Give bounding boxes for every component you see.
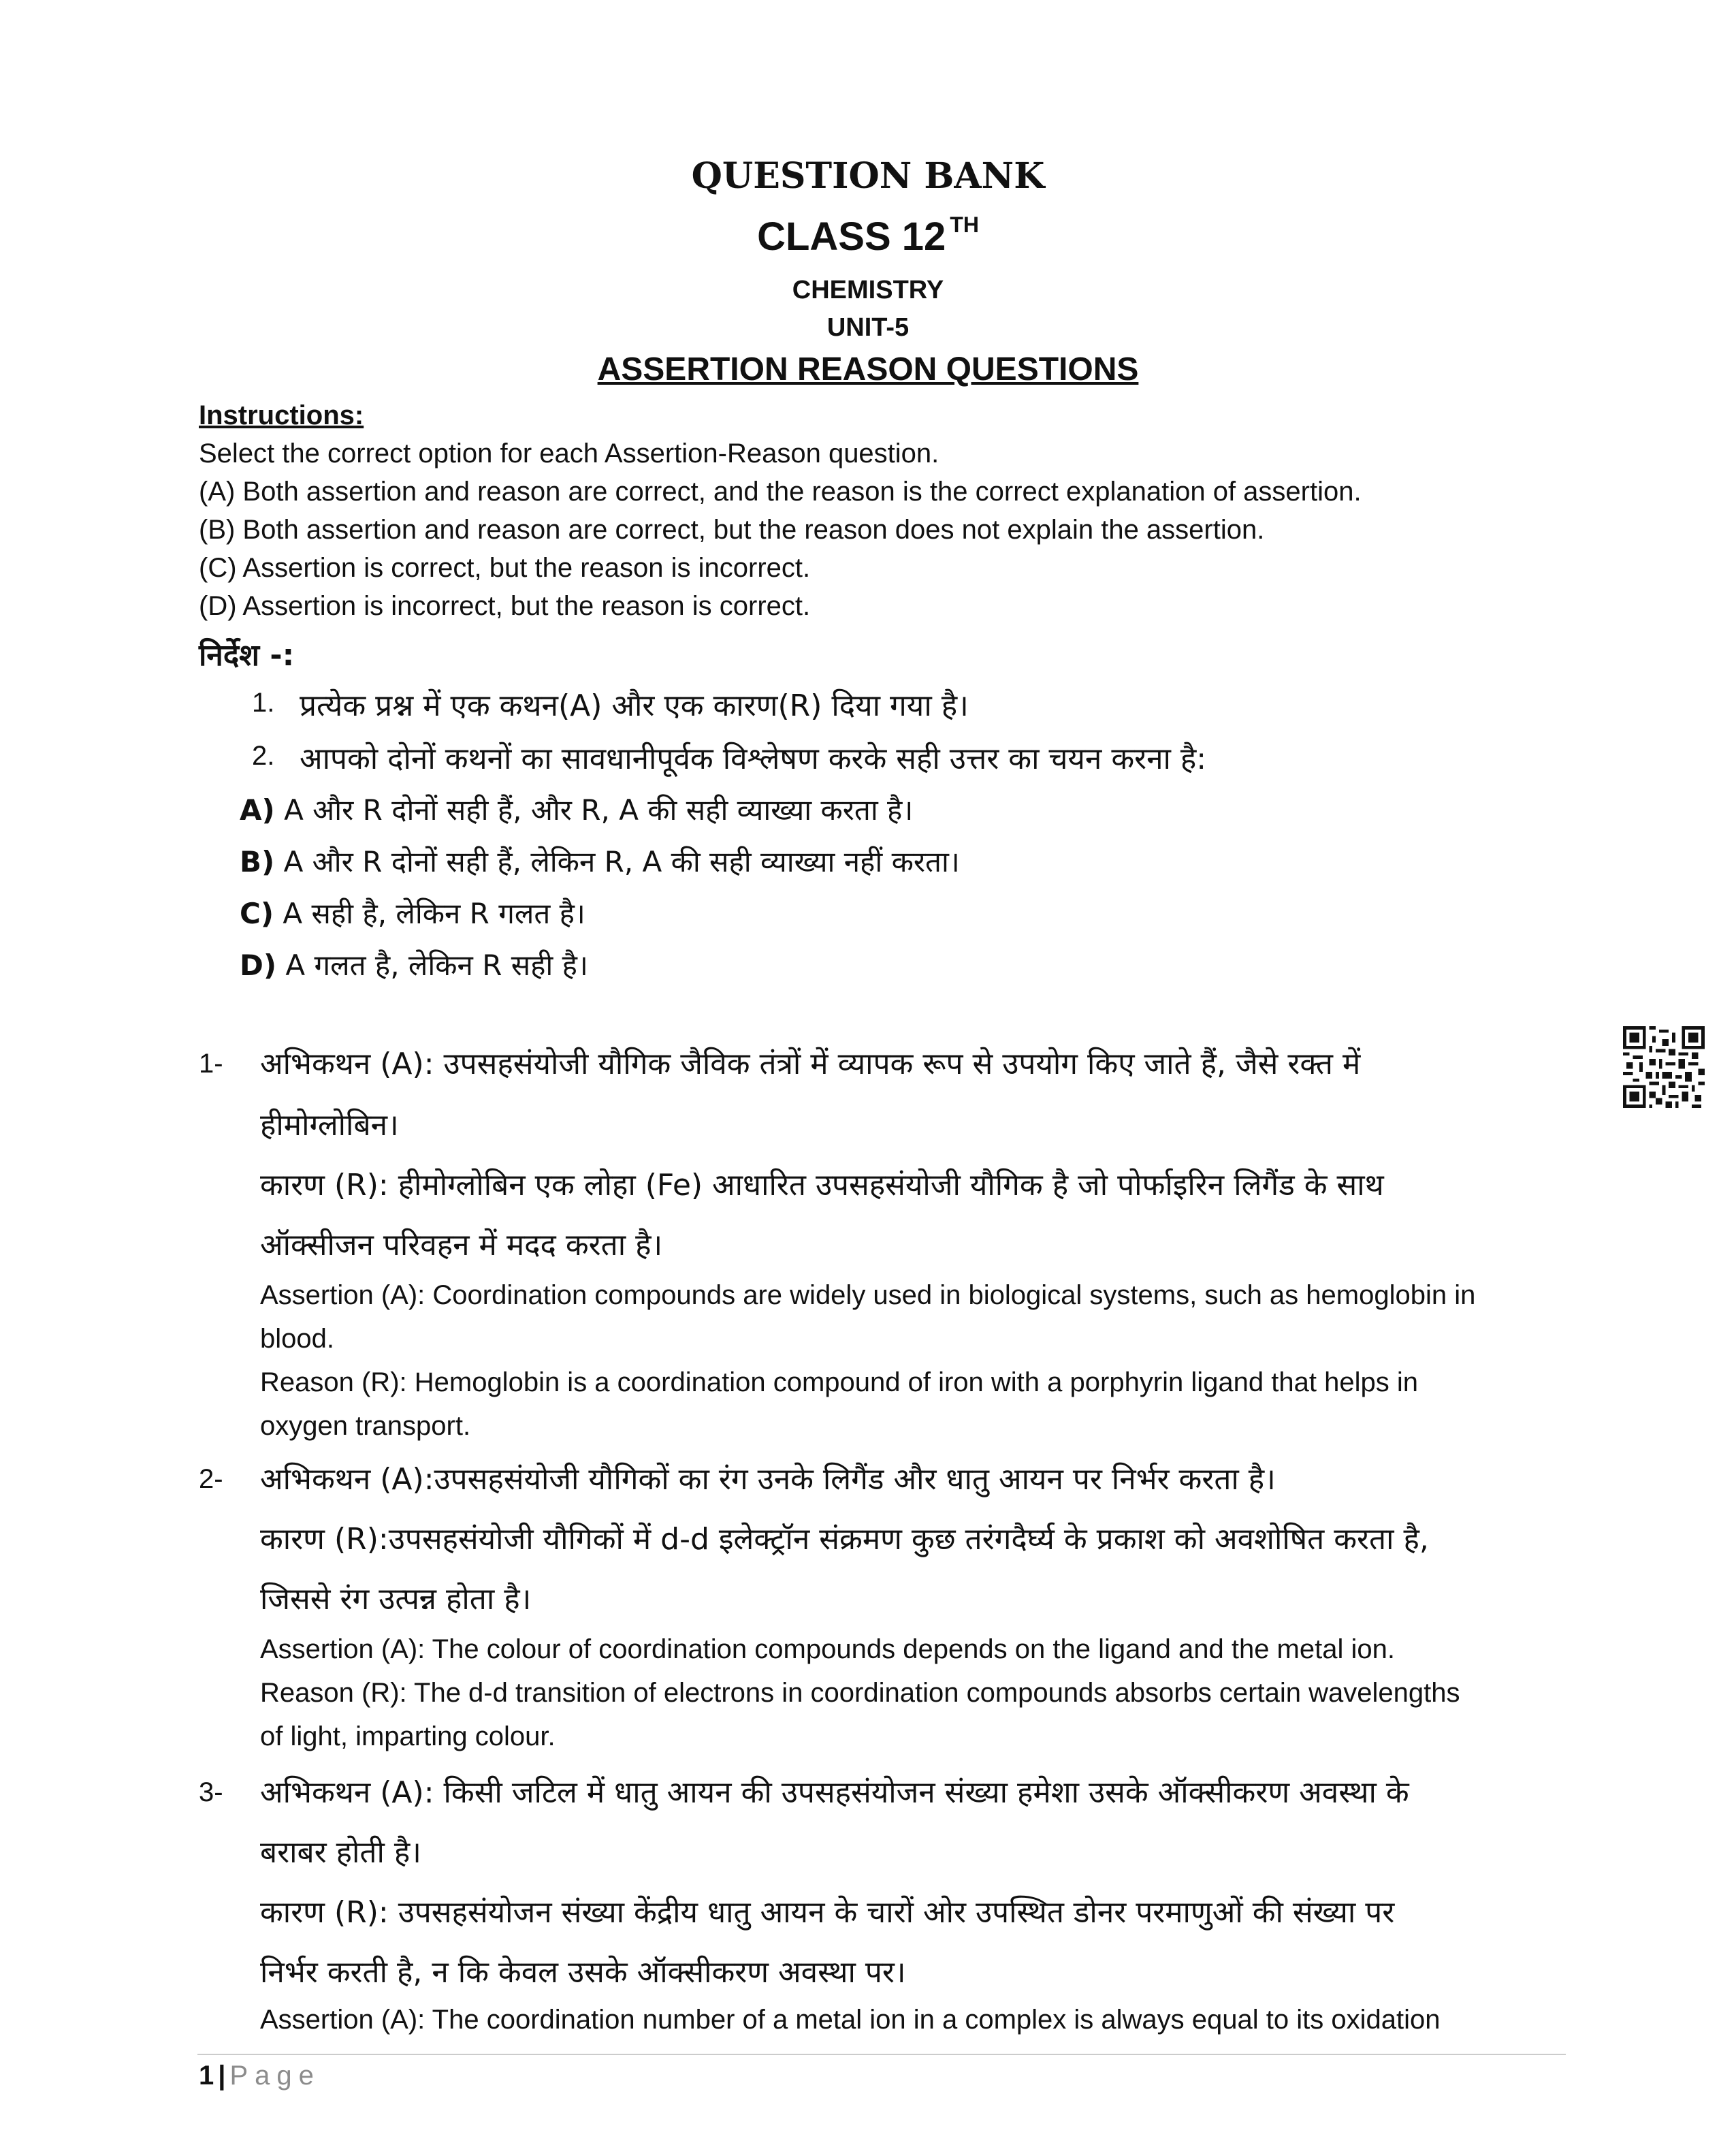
hindi-assertion: अभिकथन (A): किसी जटिल में धातु आयन की उपसहसंयोजन संख्या हमेशा उसके ऑक्सीकरण अवस्था के (260, 1775, 1409, 1810)
hindi-reason: कारण (R):उपसहसंयोजी यौगिकों में d-d इलेक्ट्रॉन संक्रमण कुछ तरंगदैर्घ्य के प्रकाश को अवशोषित करता है, (260, 1522, 1429, 1557)
instruction-option-a: (A) Both assertion and reason are correct, and the reason is the correct explanation of assertion. (199, 477, 1362, 507)
hindi-point-number: 1. (252, 688, 275, 718)
class-superscript: TH (950, 212, 979, 237)
hindi-option-d (240, 945, 588, 984)
section-heading: ASSERTION REASON QUESTIONS (597, 351, 1139, 387)
class-heading (0, 212, 1736, 259)
hindi-option-c (240, 893, 585, 932)
class-label: CLASS 12 (757, 214, 946, 259)
footer-divider (197, 2054, 1566, 2055)
page-number: 1 (199, 2061, 214, 2091)
option-label: A) (240, 793, 275, 827)
hindi-assertion: अभिकथन (A):उपसहसंयोजी यौगिकों का रंग उनके लिगैंड और धातु आयन पर निर्भर करता है। (260, 1462, 1276, 1497)
option-label: B) (240, 845, 275, 878)
instruction-option-d: (D) Assertion is incorrect, but the reason is correct. (199, 591, 811, 621)
english-reason: Reason (R): The d-d transition of electrons in coordination compounds absorbs certain wavelengths (260, 1678, 1460, 1708)
instruction-option-b: (B) Both assertion and reason are correct, but the reason does not explain the assertion. (199, 515, 1265, 545)
english-assertion: Assertion (A): The colour of coordination compounds depends on the ligand and the metal ion. (260, 1634, 1395, 1664)
subject-heading: CHEMISTRY (792, 276, 944, 304)
hindi-reason: कारण (R): उपसहसंयोजन संख्या केंद्रीय धातु आयन के चारों ओर उपस्थित डोनर परमाणुओं की संख्या पर (260, 1895, 1395, 1930)
hindi-point-text: प्रत्येक प्रश्न में एक कथन(A) और एक कारण(R) दिया गया है। (300, 688, 969, 723)
document-title: QUESTION BANK (691, 155, 1045, 197)
instructions-heading: Instructions: (199, 400, 364, 430)
option-text: A और R दोनों सही हैं, लेकिन R, A की सही व्याख्या नहीं करता। (283, 845, 960, 878)
option-text: A और R दोनों सही हैं, और R, A की सही व्याख्या करता है। (284, 793, 914, 827)
hindi-option-b (240, 842, 960, 880)
english-assertion: Assertion (A): The coordination number of a metal ion in a complex is always equal to its oxidation (260, 2005, 1441, 2035)
hindi-reason: निर्भर करती है, न कि केवल उसके ऑक्सीकरण अवस्था पर। (260, 1955, 906, 1990)
hindi-reason: कारण (R): हीमोग्लोबिन एक लोहा (Fe) आधारित उपसहसंयोजी यौगिक है जो पोर्फाइरिन लिगैंड के साथ (260, 1168, 1384, 1203)
hindi-reason: ऑक्सीजन परिवहन में मदद करता है। (260, 1228, 663, 1262)
english-reason: Reason (R): Hemoglobin is a coordination compound of iron with a porphyrin ligand that helps in (260, 1367, 1418, 1397)
hindi-assertion: हीमोग्लोबिन। (260, 1108, 399, 1143)
page-footer (199, 2061, 321, 2091)
page-label: Page (229, 2061, 321, 2091)
option-label: D) (240, 949, 277, 982)
question-number: 1- (199, 1049, 223, 1079)
hindi-point-text: आपको दोनों कथनों का सावधानीपूर्वक विश्लेषण करके सही उत्तर का चयन करना है: (300, 742, 1207, 776)
footer-separator: | (218, 2061, 226, 2091)
instruction-option-c: (C) Assertion is correct, but the reason is incorrect. (199, 553, 811, 583)
unit-heading: UNIT-5 (826, 313, 910, 342)
qr-code-icon (1623, 1026, 1705, 1108)
question-number: 3- (199, 1777, 223, 1807)
hindi-reason: जिससे रंग उत्पन्न होता है। (260, 1582, 532, 1617)
instructions-intro: Select the correct option for each Assertion-Reason question. (199, 439, 939, 468)
english-reason: of light, imparting colour. (260, 1721, 556, 1751)
option-text: A सही है, लेकिन R गलत है। (283, 897, 585, 930)
hindi-instructions-heading: निर्देश -: (199, 638, 295, 673)
hindi-assertion: अभिकथन (A): उपसहसंयोजी यौगिक जैविक तंत्रों में व्यापक रूप से उपयोग किए जाते हैं, जैसे रक्त में (260, 1047, 1361, 1081)
hindi-option-a (240, 790, 913, 829)
hindi-point-number: 2. (252, 741, 275, 771)
option-text: A गलत है, लेकिन R सही है। (285, 949, 588, 982)
english-assertion: blood. (260, 1324, 334, 1354)
english-reason: oxygen transport. (260, 1411, 471, 1441)
option-label: C) (240, 897, 274, 930)
question-number: 2- (199, 1464, 223, 1494)
english-assertion: Assertion (A): Coordination compounds are widely used in biological systems, such as hemoglobin in (260, 1280, 1476, 1310)
hindi-assertion: बराबर होती है। (260, 1835, 421, 1870)
